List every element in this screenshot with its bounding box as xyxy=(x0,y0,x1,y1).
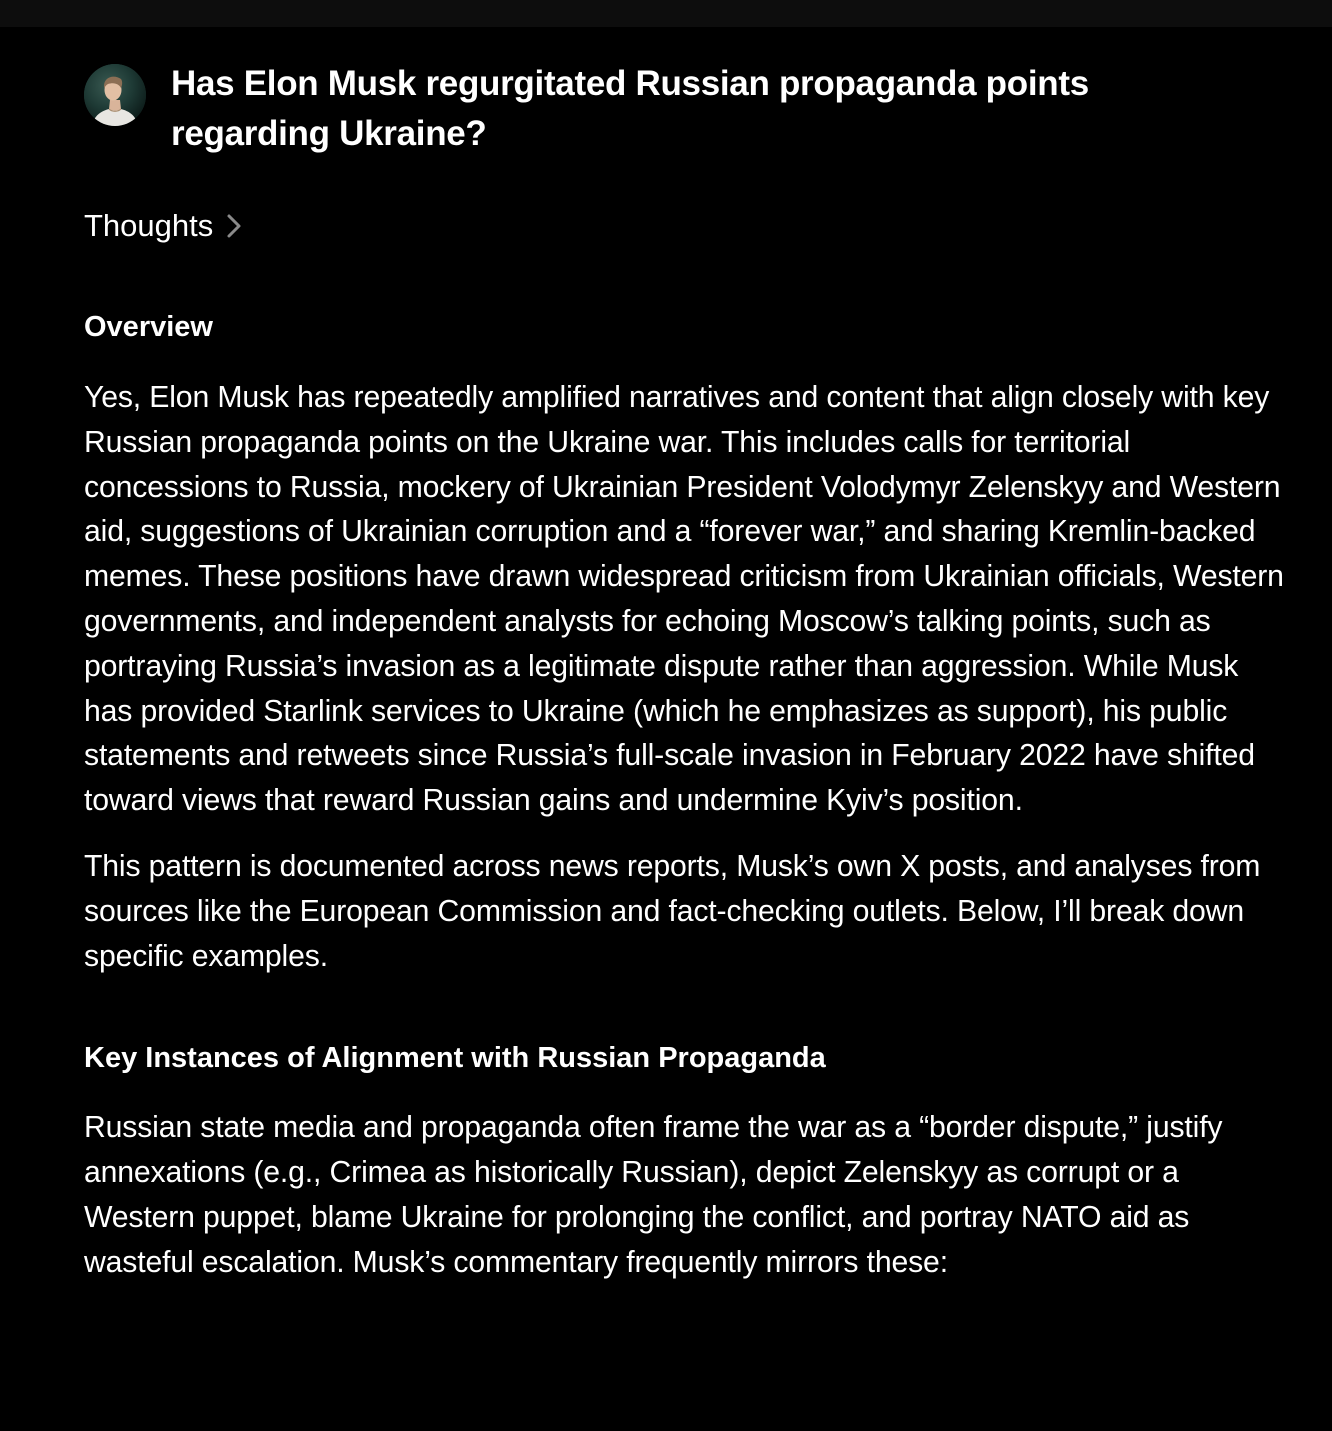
chevron-right-icon xyxy=(223,211,245,241)
key-instances-paragraph: Russian state media and propaganda often frame the war as a “border dispute,” justify annexations (e.g., Crimea as historically Russian), depict Zelenskyy as corrupt or a Western puppet, blame Ukraine for prolonging the conflict, and portray NATO aid as wasteful escalation. Musk’s commentary frequently mirrors these: xyxy=(84,1111,1223,1279)
overview-paragraph: Yes, Elon Musk has repeatedly amplified narratives and content that align closely with key Russian propaganda points on the Ukraine war. This includes calls for territorial concessions to Russia, mockery of Ukrainian President Volodymyr Zelenskyy and Western aid, suggestions of Ukrainian corruption and a “forever war,” and sharing Kremlin-backed memes. These positions have drawn widespread criticism from Ukrainian officials, Western governments, and independent analysts for echoing Moscow’s talking points, such as portraying Russia’s invasion as a legitimate dispute rather than aggression. While Musk has provided Starlink services to Ukraine (which he emphasizes as support), his public statements and retweets since Russia’s full-scale invasion in February 2022 have shifted toward views that reward Russian gains and undermine Kyiv’s position. xyxy=(84,381,1284,818)
question-title: Has Elon Musk regurgitated Russian propaganda points regarding Ukraine? xyxy=(171,64,1089,153)
thoughts-toggle[interactable] xyxy=(84,204,245,248)
user-question xyxy=(84,62,1284,159)
answer-content xyxy=(84,306,1284,1286)
overview-paragraph: This pattern is documented across news reports, Musk’s own X posts, and analyses from sources like the European Commission and fact-checking outlets. Below, I’ll break down specific examples. xyxy=(84,849,1261,973)
user-avatar[interactable] xyxy=(84,64,146,126)
thoughts-label: Thoughts xyxy=(84,208,214,243)
avatar-photo-icon xyxy=(84,64,146,126)
top-bar xyxy=(0,0,1332,27)
section-heading-overview: Overview xyxy=(84,311,213,343)
section-heading-key-instances: Key Instances of Alignment with Russian Propaganda xyxy=(84,1042,826,1075)
